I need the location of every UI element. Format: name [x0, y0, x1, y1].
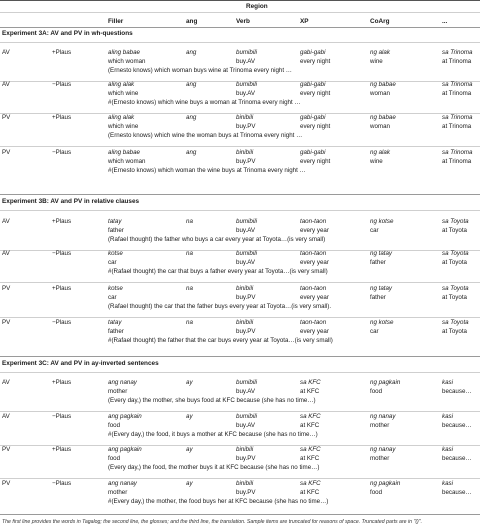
gloss-word: mother	[370, 455, 390, 462]
gloss-word: which wine	[108, 90, 139, 97]
gloss-word: buy.PV	[236, 294, 256, 301]
tagalog-word: gabi-gabi	[300, 49, 326, 56]
translation: (Every day,) the food, the mother buys it at KFC because (she has no time…)	[108, 464, 320, 471]
gloss-word: woman	[370, 123, 390, 130]
plausibility-label: +Plaus	[52, 49, 72, 56]
gloss-word: every year	[300, 227, 329, 234]
gloss-word: every night	[300, 123, 331, 130]
translation: (Every day,) the mother, she buys food at KFC because (she has no time…)	[108, 397, 316, 404]
gloss-word: every year	[300, 294, 329, 301]
tagalog-word: aling babae	[108, 49, 140, 56]
voice-label: PV	[2, 480, 11, 487]
column-header: ...	[442, 18, 448, 25]
tagalog-word: binibili	[236, 114, 254, 121]
gloss-word: food	[108, 455, 121, 462]
column-header: Filler	[108, 18, 124, 25]
gloss-word: mother	[108, 489, 128, 496]
section-rule	[0, 42, 480, 43]
tagalog-word: kotse	[108, 250, 123, 257]
plausibility-label: +Plaus	[52, 114, 72, 121]
gloss-word: every night	[300, 90, 331, 97]
gloss-word: buy.PV	[236, 489, 256, 496]
gloss-word: mother	[370, 422, 390, 429]
gloss-word: father	[108, 328, 124, 335]
translation: #(Ernesto knows) which wine buys a woman at Trinoma every night …	[108, 99, 301, 106]
gloss-word: car	[370, 328, 379, 335]
gloss-word: because…	[442, 422, 472, 429]
voice-label: PV	[2, 319, 11, 326]
tagalog-word: sa Trinoma	[442, 49, 473, 56]
tagalog-word: ng pagkain	[370, 379, 401, 386]
translation: #(Rafael thought) the car that buys a father every year at Toyota…(is very small)	[108, 268, 328, 275]
section-bottom-rule	[0, 514, 480, 515]
gloss-word: at Toyota	[442, 328, 467, 335]
tagalog-word: na	[186, 218, 193, 225]
plausibility-label: −Plaus	[52, 413, 72, 420]
gloss-word: which woman	[108, 158, 146, 165]
tagalog-word: sa Toyota	[442, 285, 469, 292]
gloss-word: at Toyota	[442, 294, 467, 301]
tagalog-word: aling alak	[108, 114, 135, 121]
tagalog-word: na	[186, 250, 193, 257]
table-footnote: The first line provides the words in Tagalog; the second line, the glosses; and the third line, the translation. Sample items are truncated for reasons of space. Truncated parts are in "()".	[2, 519, 423, 525]
tagalog-word: bumibili	[236, 379, 257, 386]
tagalog-word: ng babae	[370, 81, 396, 88]
tagalog-word: taon-taon	[300, 285, 327, 292]
gloss-word: buy.AV	[236, 90, 256, 97]
gloss-word: father	[370, 259, 386, 266]
tagalog-word: aling babae	[108, 149, 140, 156]
gloss-word: car	[108, 294, 117, 301]
plausibility-label: −Plaus	[52, 250, 72, 257]
tagalog-word: bumibili	[236, 218, 257, 225]
gloss-word: wine	[370, 158, 383, 165]
tagalog-word: ay	[186, 480, 193, 487]
gloss-word: at Trinoma	[442, 90, 472, 97]
voice-label: AV	[2, 49, 10, 56]
gloss-word: at KFC	[300, 388, 320, 395]
voice-label: AV	[2, 218, 10, 225]
column-header: CoArg	[370, 18, 390, 25]
gloss-word: every year	[300, 328, 329, 335]
tagalog-word: bumibili	[236, 413, 257, 420]
gloss-word: buy.PV	[236, 123, 256, 130]
section-title: Experiment 3A: AV and PV in wh-questions	[2, 30, 133, 37]
gloss-word: every night	[300, 58, 331, 65]
translation: #(Ernesto knows) which woman the wine buys at Trinoma every night …	[108, 167, 306, 174]
gloss-word: car	[370, 227, 379, 234]
plausibility-label: +Plaus	[52, 285, 72, 292]
row-divider	[0, 411, 480, 412]
region-header: Region	[246, 3, 268, 10]
plausibility-label: +Plaus	[52, 379, 72, 386]
tagalog-word: gabi-gabi	[300, 114, 326, 121]
tagalog-word: ng nanay	[370, 446, 396, 453]
translation: (Ernesto knows) which woman buys wine at Trinoma every night …	[108, 67, 292, 74]
gloss-word: because…	[442, 455, 472, 462]
plausibility-label: +Plaus	[52, 218, 72, 225]
tagalog-word: binibili	[236, 285, 254, 292]
gloss-word: because…	[442, 388, 472, 395]
voice-label: AV	[2, 379, 10, 386]
translation: (Rafael thought) the father who buys a car every year at Toyota…(is very small)	[108, 236, 326, 243]
translation: #(Every day,) the mother, the food buys her at KFC because (she has no time…)	[108, 498, 329, 505]
gloss-word: woman	[370, 90, 390, 97]
tagalog-word: sa Trinoma	[442, 114, 473, 121]
tagalog-word: binibili	[236, 446, 254, 453]
plausibility-label: −Plaus	[52, 149, 72, 156]
gloss-word: which woman	[108, 58, 146, 65]
voice-label: PV	[2, 285, 11, 292]
tagalog-word: gabi-gabi	[300, 149, 326, 156]
gloss-word: at Trinoma	[442, 158, 472, 165]
region-underline	[0, 12, 480, 13]
tagalog-word: sa KFC	[300, 446, 321, 453]
section-rule	[0, 372, 480, 373]
header-bottom-rule	[0, 27, 480, 28]
gloss-word: buy.PV	[236, 328, 256, 335]
tagalog-word: ang pagkain	[108, 413, 142, 420]
plausibility-label: +Plaus	[52, 446, 72, 453]
tagalog-word: kasi	[442, 480, 454, 487]
tagalog-word: ang pagkain	[108, 446, 142, 453]
tagalog-word: tatay	[108, 218, 122, 225]
gloss-word: wine	[370, 58, 383, 65]
column-header: Verb	[236, 18, 250, 25]
gloss-word: every night	[300, 158, 331, 165]
tagalog-word: kasi	[442, 446, 454, 453]
voice-label: AV	[2, 413, 10, 420]
tagalog-word: na	[186, 319, 193, 326]
gloss-word: at KFC	[300, 455, 320, 462]
tagalog-word: ng kotse	[370, 319, 394, 326]
plausibility-label: −Plaus	[52, 480, 72, 487]
voice-label: AV	[2, 81, 10, 88]
tagalog-word: kasi	[442, 413, 454, 420]
row-divider	[0, 317, 480, 318]
tagalog-word: ng alak	[370, 49, 390, 56]
tagalog-word: sa Toyota	[442, 218, 469, 225]
gloss-word: food	[108, 422, 121, 429]
tagalog-word: ng kotse	[370, 218, 394, 225]
tagalog-word: ng pagkain	[370, 480, 401, 487]
tagalog-word: kotse	[108, 285, 123, 292]
voice-label: PV	[2, 149, 11, 156]
tagalog-word: binibili	[236, 149, 254, 156]
translation: (Ernesto knows) which wine the woman buys at Trinoma every night …	[108, 132, 303, 139]
tagalog-word: ang nanay	[108, 480, 137, 487]
tagalog-word: ang	[186, 149, 197, 156]
gloss-word: at KFC	[300, 422, 320, 429]
gloss-word: father	[108, 227, 124, 234]
tagalog-word: taon-taon	[300, 218, 327, 225]
tagalog-word: sa Toyota	[442, 250, 469, 257]
tagalog-word: sa Trinoma	[442, 81, 473, 88]
voice-label: AV	[2, 250, 10, 257]
gloss-word: buy.AV	[236, 422, 256, 429]
tagalog-word: ng tatay	[370, 250, 393, 257]
tagalog-word: sa KFC	[300, 413, 321, 420]
tagalog-word: aling alak	[108, 81, 135, 88]
gloss-word: buy.PV	[236, 455, 256, 462]
gloss-word: at Toyota	[442, 227, 467, 234]
tagalog-word: ay	[186, 379, 193, 386]
translation: #(Rafael thought) the father that the car buys every year at Toyota…(is very small)	[108, 337, 333, 344]
tagalog-word: ang	[186, 49, 197, 56]
tagalog-word: tatay	[108, 319, 122, 326]
tagalog-word: bumibili	[236, 81, 257, 88]
tagalog-word: binibili	[236, 480, 254, 487]
gloss-word: buy.AV	[236, 227, 256, 234]
tagalog-word: ang nanay	[108, 379, 137, 386]
tagalog-word: sa KFC	[300, 480, 321, 487]
gloss-word: which wine	[108, 123, 139, 130]
tagalog-word: gabi-gabi	[300, 81, 326, 88]
tagalog-word: sa Trinoma	[442, 149, 473, 156]
gloss-word: food	[370, 388, 383, 395]
tagalog-word: kasi	[442, 379, 454, 386]
section-bottom-rule	[0, 194, 480, 195]
gloss-word: mother	[108, 388, 128, 395]
tagalog-word: bumibili	[236, 250, 257, 257]
gloss-word: father	[370, 294, 386, 301]
gloss-word: buy.PV	[236, 158, 256, 165]
voice-label: PV	[2, 446, 11, 453]
tagalog-word: ng alak	[370, 149, 390, 156]
section-title: Experiment 3C: AV and PV in ay-inverted sentences	[2, 360, 159, 367]
row-divider	[0, 146, 480, 147]
tagalog-word: ang	[186, 114, 197, 121]
gloss-word: at Trinoma	[442, 58, 472, 65]
gloss-word: at KFC	[300, 489, 320, 496]
section-rule	[0, 210, 480, 211]
plausibility-label: −Plaus	[52, 81, 72, 88]
tagalog-word: ay	[186, 413, 193, 420]
column-header: ang	[186, 18, 198, 25]
gloss-word: car	[108, 259, 117, 266]
tagalog-word: ng tatay	[370, 285, 393, 292]
gloss-word: buy.AV	[236, 58, 256, 65]
tagalog-word: ng nanay	[370, 413, 396, 420]
column-header: XP	[300, 18, 309, 25]
row-divider	[0, 478, 480, 479]
tagalog-word: ay	[186, 446, 193, 453]
plausibility-label: −Plaus	[52, 319, 72, 326]
tagalog-word: binibili	[236, 319, 254, 326]
tagalog-word: bumibili	[236, 49, 257, 56]
tagalog-word: sa KFC	[300, 379, 321, 386]
section-bottom-rule	[0, 356, 480, 357]
translation: #(Every day,) the food, it buys a mother at KFC because (she has no time…)	[108, 431, 318, 438]
voice-label: PV	[2, 114, 11, 121]
gloss-word: food	[370, 489, 383, 496]
translation: (Rafael thought) the car that the father buys every year at Toyota…(is very small).	[108, 303, 332, 310]
tagalog-word: sa Toyota	[442, 319, 469, 326]
tagalog-word: ng babae	[370, 114, 396, 121]
tagalog-word: taon-taon	[300, 319, 327, 326]
gloss-word: because…	[442, 489, 472, 496]
tagalog-word: na	[186, 285, 193, 292]
tagalog-word: ang	[186, 81, 197, 88]
gloss-word: buy.AV	[236, 259, 256, 266]
section-title: Experiment 3B: AV and PV in relative clauses	[2, 198, 140, 205]
tagalog-word: taon-taon	[300, 250, 327, 257]
gloss-word: buy.AV	[236, 388, 256, 395]
table-top-rule	[0, 0, 480, 1]
gloss-word: at Toyota	[442, 259, 467, 266]
gloss-word: every year	[300, 259, 329, 266]
row-divider	[0, 282, 480, 283]
gloss-word: at Trinoma	[442, 123, 472, 130]
